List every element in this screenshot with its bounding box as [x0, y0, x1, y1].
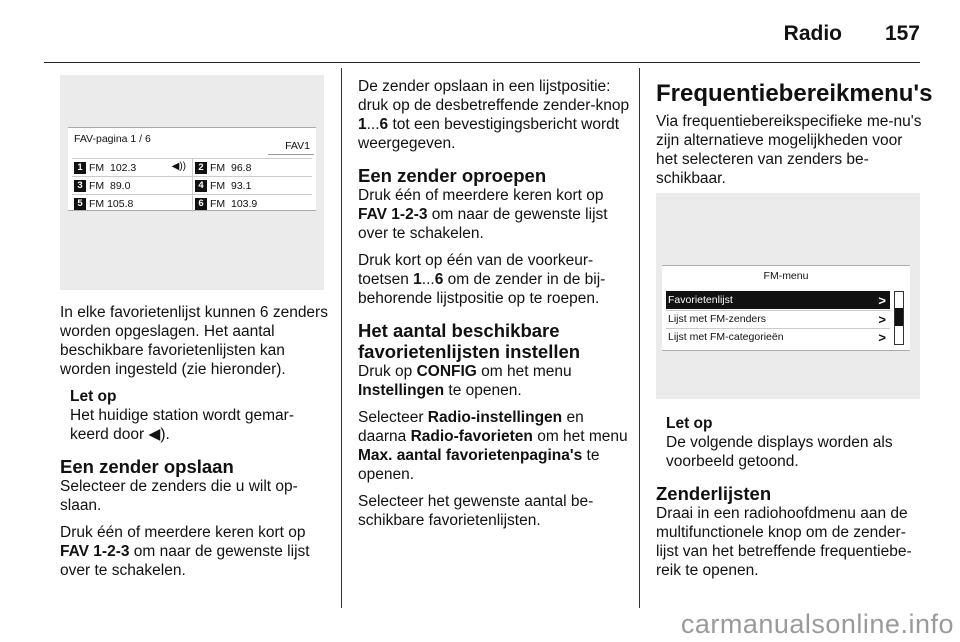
save-paragraph-1: Selecteer de zenders die u wilt op-slaan.: [60, 478, 298, 514]
right-column-top: [656, 80, 933, 196]
preset-slot: [192, 195, 312, 212]
count-paragraph-1: Druk op CONFIG om het menu Instellingen te openen.: [358, 363, 572, 399]
recall-paragraph-2: Druk kort op één van de voorkeur-toetsen 1...6 om de zender in de bij-behorende lijstpositie op te roepen.: [358, 252, 606, 307]
preset-frequency: FM 105.8: [89, 197, 134, 210]
preset-number: 3: [74, 180, 86, 192]
frequency-menus-paragraph: Via frequentiebereikspecifieke me-nu's zijn alternatieve mogelijkheden voor het selecteren van zenders be-schikbaar.: [656, 113, 922, 187]
preset-slot: [72, 195, 192, 212]
preset-number: 4: [195, 180, 207, 192]
preset-grid: [72, 158, 312, 212]
middle-column: [358, 77, 630, 538]
preset-frequency: FM 102.3: [89, 161, 137, 174]
favorites-page-title: FAV-pagina 1 / 6: [74, 133, 151, 145]
save-paragraph-2: Druk één of meerdere keren kort op FAV 1-2-3 om naar de gewenste lijst over te schakelen.: [60, 524, 310, 579]
recall-paragraph-1: Druk één of meerdere keren kort op FAV 1-2-3 om naar de gewenste lijst over te schakelen.: [358, 187, 608, 242]
fm-menu-display-image: [656, 193, 920, 399]
chevron-right-icon: >: [878, 292, 886, 308]
preset-slot: [192, 159, 312, 176]
section-heading-station-lists: Zenderlijsten: [656, 483, 772, 504]
right-column-bottom: [656, 414, 922, 588]
preset-slot: [72, 177, 192, 194]
station-lists-paragraph: Draai in een radiohoofdmenu aan de multifunctionele knop om de zender-lijst van het betreffende frequentiebe-reik te openen.: [656, 505, 912, 579]
preset-slot: [192, 177, 312, 194]
count-paragraph-2: Selecteer Radio-instellingen en daarna Radio-favorieten om het menu Max. aantal favorietenpagina's te openen.: [358, 409, 628, 483]
note-label: Let op: [666, 415, 713, 432]
chevron-right-icon: >: [878, 329, 886, 345]
favorites-display-image: [60, 75, 324, 290]
running-header-title: Radio: [783, 22, 842, 45]
column-divider-left: [341, 68, 342, 608]
fm-menu-item: Lijst met FM-zenders >: [668, 311, 886, 327]
page-number: 157: [884, 22, 920, 45]
preset-row: [72, 194, 312, 212]
section-heading-recall: Een zender oproepen: [358, 165, 547, 186]
preset-number: 6: [195, 198, 207, 210]
preset-frequency: FM 103.9: [210, 197, 258, 210]
scrollbar: [894, 291, 904, 345]
fm-menu-screen: [662, 265, 910, 351]
preset-frequency: FM 96.8: [210, 161, 252, 174]
preset-number: 5: [74, 198, 86, 210]
section-heading-save: Een zender opslaan: [60, 456, 234, 477]
header-rule: [44, 62, 920, 63]
speaker-icon: ◀): [148, 426, 166, 443]
note-text: Het huidige station wordt gemar-keerd door: [70, 407, 295, 443]
column-divider-right: [639, 68, 640, 608]
note: Let op Het huidige station wordt gemar-keerd door ◀).: [70, 387, 330, 444]
preset-slot: [72, 159, 192, 176]
note: [666, 414, 922, 471]
preset-row: [72, 176, 312, 194]
count-paragraph-3: Selecteer het gewenste aantal be-schikbare favorietenlijsten.: [358, 493, 594, 529]
preset-frequency: FM 89.0: [89, 179, 131, 192]
section-heading-count: Het aantal beschikbare favorietenlijsten instellen: [358, 320, 581, 362]
preset-row: [72, 158, 312, 176]
fm-menu-item: Lijst met FM-categorieën >: [668, 329, 886, 345]
preset-frequency: FM 93.1: [210, 179, 252, 192]
left-column: [60, 303, 330, 588]
fm-menu-item: Favorietenlijst >: [666, 291, 890, 309]
favorites-intro-paragraph: In elke favorietenlijst kunnen 6 zenders worden opgeslagen. Het aantal beschikbare favorietenlijsten kan worden ingesteld (zie hieronder).: [60, 304, 328, 378]
favorites-tab: FAV1: [285, 140, 310, 152]
store-paragraph: De zender opslaan in een lijstpositie: druk op de desbetreffende zender-knop 1...6 tot een bevestigingsbericht wordt weergegeven.: [358, 78, 630, 152]
chevron-right-icon: >: [878, 311, 886, 327]
tab-underline: [268, 154, 314, 155]
preset-number: 1: [74, 162, 86, 174]
speaker-icon: ◀)): [171, 161, 186, 172]
note-label: Let op: [70, 388, 117, 405]
scrollbar-thumb: [895, 308, 903, 326]
section-heading-frequency-menus: Frequentiebereikmenu's: [656, 80, 933, 107]
watermark: carmanualsonline.info: [680, 609, 954, 639]
fm-menu-title: FM-menu: [763, 270, 809, 282]
preset-number: 2: [195, 162, 207, 174]
note-text: De volgende displays worden als voorbeeld getoond.: [666, 434, 893, 470]
favorites-screen: [68, 127, 316, 211]
